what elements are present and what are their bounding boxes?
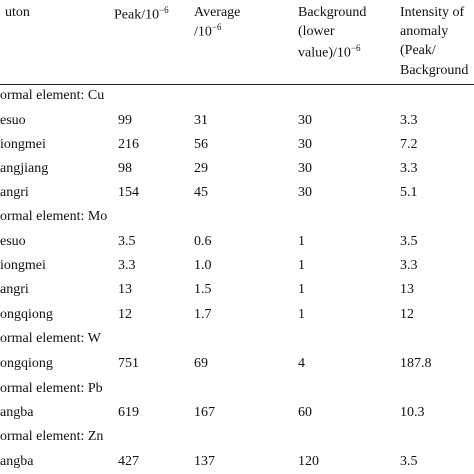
- background-cell: 1: [298, 307, 305, 322]
- average-cell: 69: [194, 356, 208, 371]
- pluton-cell: iongmei: [0, 258, 46, 273]
- pluton-cell: angri: [0, 185, 29, 200]
- intensity-cell: 3.3: [400, 258, 418, 273]
- header-background-line3: $value)/10^{-6}$: [298, 43, 361, 61]
- intensity-cell: 3.3: [400, 161, 418, 176]
- pluton-cell: esuo: [0, 234, 26, 249]
- header-peak: Peak/$10^{-6}$: [114, 5, 169, 23]
- average-cell: 29: [194, 161, 208, 176]
- peak-cell: 99: [118, 113, 132, 128]
- intensity-cell: 12: [400, 307, 414, 322]
- average-cell: 0.6: [194, 234, 212, 249]
- header-rule: [0, 84, 474, 85]
- background-cell: 30: [298, 185, 312, 200]
- header-pluton: uton: [5, 5, 30, 20]
- peak-cell: 751: [118, 356, 139, 371]
- average-cell: 1.5: [194, 282, 212, 297]
- peak-cell: 98: [118, 161, 132, 176]
- background-cell: 30: [298, 137, 312, 152]
- average-cell: 1.7: [194, 307, 212, 322]
- intensity-cell: 7.2: [400, 137, 418, 152]
- peak-cell: 154: [118, 185, 139, 200]
- group-label-zn: ormal element: Zn: [0, 429, 104, 444]
- average-cell: 1.0: [194, 258, 212, 273]
- intensity-cell: 3.5: [400, 454, 418, 469]
- pluton-cell: angba: [0, 454, 34, 469]
- group-label-mo: ormal element: Mo: [0, 209, 108, 224]
- pluton-cell: angba: [0, 405, 34, 420]
- group-label-pb: ormal element: Pb: [0, 381, 103, 396]
- average-cell: 31: [194, 113, 208, 128]
- average-cell: 45: [194, 185, 208, 200]
- header-average-line1: Average: [194, 5, 241, 20]
- header-background-line1: Background: [298, 5, 367, 20]
- intensity-cell: 187.8: [400, 356, 432, 371]
- intensity-cell: 10.3: [400, 405, 425, 420]
- background-cell: 30: [298, 161, 312, 176]
- group-label-w: ormal element: W: [0, 331, 101, 346]
- header-intensity-line1: Intensity of: [400, 5, 465, 20]
- peak-cell: 3.5: [118, 234, 136, 249]
- background-cell: 1: [298, 258, 305, 273]
- pluton-cell: ongqiong: [0, 307, 53, 322]
- peak-cell: 3.3: [118, 258, 136, 273]
- peak-cell: 427: [118, 454, 139, 469]
- pluton-cell: angri: [0, 282, 29, 297]
- average-cell: 56: [194, 137, 208, 152]
- pluton-cell: iongmei: [0, 137, 46, 152]
- group-label-cu: ormal element: Cu: [0, 88, 105, 103]
- background-cell: 4: [298, 356, 305, 371]
- background-cell: 60: [298, 405, 312, 420]
- peak-cell: 216: [118, 137, 139, 152]
- header-intensity-line2: anomaly: [400, 24, 449, 39]
- header-average-line2: $/10^{-6}$: [194, 22, 222, 40]
- intensity-cell: 5.1: [400, 185, 418, 200]
- pluton-cell: esuo: [0, 113, 26, 128]
- pluton-cell: ongqiong: [0, 356, 53, 371]
- pluton-cell: angjiang: [0, 161, 49, 176]
- background-cell: 1: [298, 234, 305, 249]
- background-cell: 120: [298, 454, 319, 469]
- header-background-line2: (lower: [298, 24, 335, 39]
- average-cell: 137: [194, 454, 215, 469]
- average-cell: 167: [194, 405, 215, 420]
- peak-cell: 13: [118, 282, 132, 297]
- background-cell: 30: [298, 113, 312, 128]
- header-intensity-line3: (Peak/: [400, 43, 436, 58]
- intensity-cell: 3.3: [400, 113, 418, 128]
- intensity-cell: 3.5: [400, 234, 418, 249]
- background-cell: 1: [298, 282, 305, 297]
- header-intensity-line4: Background: [400, 63, 469, 78]
- intensity-cell: 13: [400, 282, 414, 297]
- peak-cell: 12: [118, 307, 132, 322]
- peak-cell: 619: [118, 405, 139, 420]
